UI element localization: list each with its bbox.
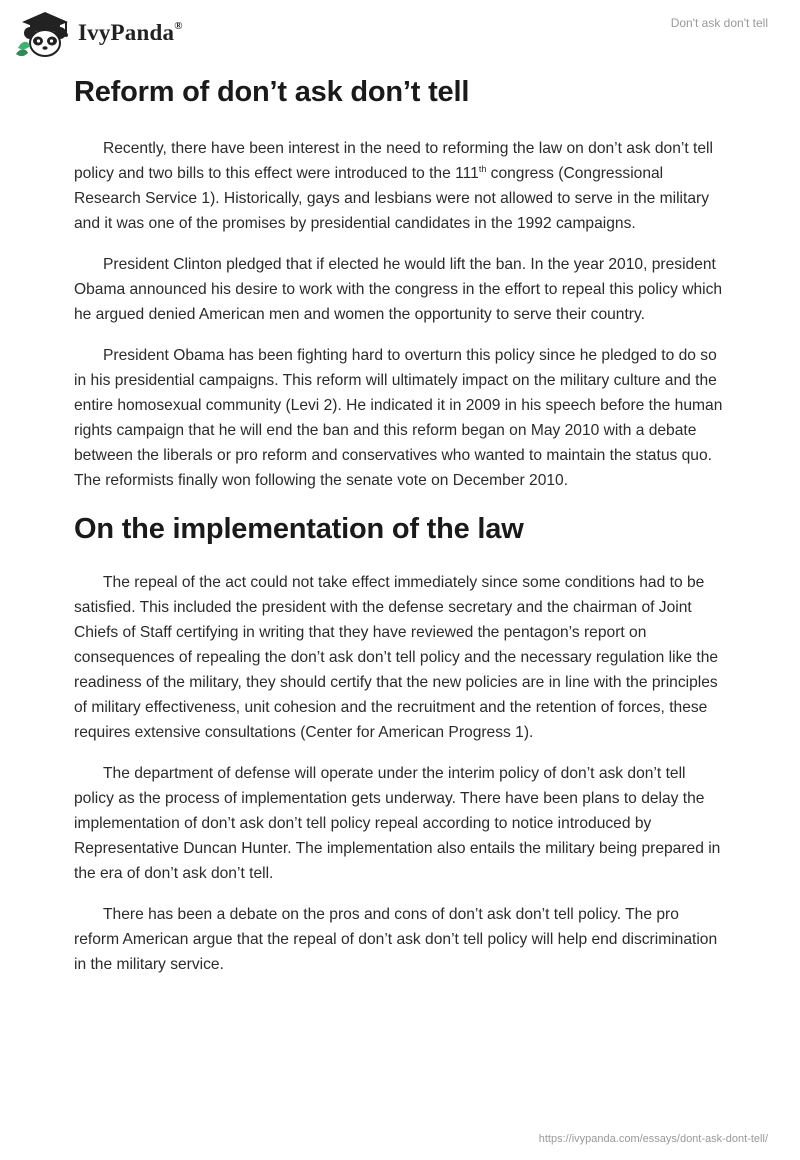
section-heading-reform: Reform of don’t ask don’t tell: [74, 76, 470, 108]
section-heading-implementation: On the implementation of the law: [74, 513, 524, 545]
source-url-link[interactable]: https://ivypanda.com/essays/dont-ask-dont-tell/: [538, 1133, 768, 1145]
brand-name[interactable]: [78, 20, 183, 46]
paragraph: President Clinton pledged that if elected he would lift the ban. In the year 2010, president Obama announced his desire to work with the congress in the effort to repeal this policy which he argued denied American men and women the opportunity to serve their country.: [74, 256, 723, 323]
ivypanda-logo-icon[interactable]: [14, 8, 76, 60]
paragraph: Recently, there have been interest in the need to reforming the law on don’t ask don’t tell policy and two bills to this effect were introduced to the 111th congress (Congressional Research Service 1). Historically, gays and lesbians were not allowed to serve in the military and it was one of the promises by presidential candidates in the 1992 campaigns.: [74, 140, 713, 232]
paragraph: President Obama has been fighting hard to overturn this policy since he pledged to do so in his presidential campaigns. This reform will ultimately impact on the military culture and the entire homosexual community (Levi 2). He indicated it in 2009 in his speech before the human rights campaign that he will end the ban and this reform began on May 2010 with a debate between the liberals or pro reform and conservatives who wanted to maintain the status quo. The reformists finally won following the senate vote on December 2010.: [74, 347, 723, 489]
brand-name-text: IvyPanda: [78, 20, 175, 45]
registered-mark: ®: [174, 20, 183, 33]
superscript-th: th: [478, 163, 487, 174]
document-title: Don't ask don't tell: [670, 16, 768, 30]
paragraph: There has been a debate on the pros and cons of don’t ask don’t tell policy. The pro reform American argue that the repeal of don’t ask don’t tell policy will help end discrimination in the military service.: [74, 906, 718, 973]
page-header: [0, 0, 800, 70]
paragraph: The department of defense will operate under the interim policy of don’t ask don’t tell policy as the process of implementation gets underway. There have been plans to delay the implementation of don’t ask don’t tell policy repeal according to notice introduced by Representative Duncan Hunter. The implementation also entails the military being prepared in the era of don’t ask don’t tell.: [74, 765, 721, 882]
paragraph: The repeal of the act could not take effect immediately since some conditions had to be satisfied. This included the president with the defense secretary and the chairman of Joint Chiefs of Staff certifying in writing that they have reviewed the pentagon’s report on consequences of repealing the don’t ask don’t tell policy and the necessary regulation like the readiness of the military, they should certify that the new policies are in line with the principles of military effectiveness, unit cohesion and the recruitment and the retention of forces, these requires extensive consultations (Center for American Progress 1).: [74, 574, 719, 741]
essay-content: [74, 70, 728, 993]
